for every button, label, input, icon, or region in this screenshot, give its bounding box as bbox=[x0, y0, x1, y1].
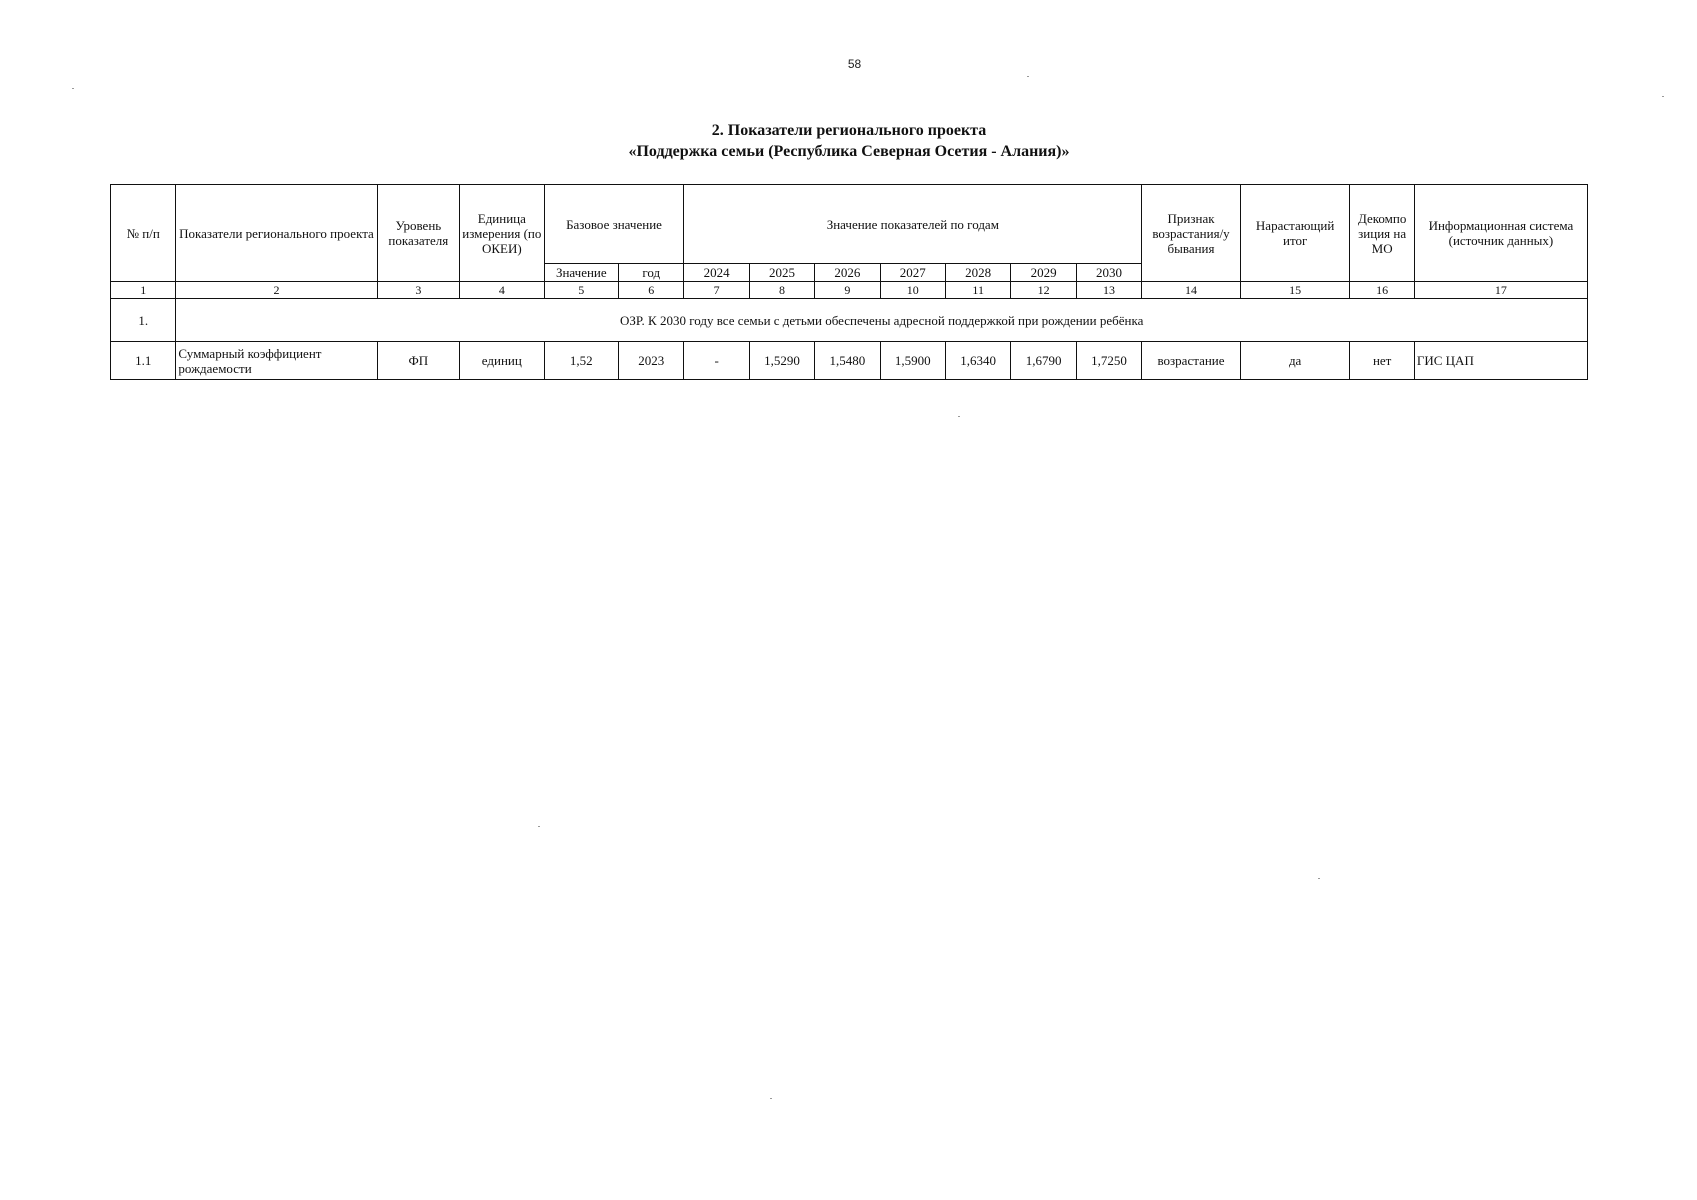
column-number: 17 bbox=[1414, 282, 1587, 299]
column-number: 7 bbox=[684, 282, 749, 299]
goal-row bbox=[111, 299, 1588, 342]
scan-speck bbox=[770, 1098, 772, 1099]
column-number: 2 bbox=[176, 282, 377, 299]
row-trend: возрастание bbox=[1142, 342, 1241, 380]
column-number: 13 bbox=[1076, 282, 1141, 299]
header-year: 2028 bbox=[945, 264, 1010, 282]
row-year-value: 1,5900 bbox=[880, 342, 945, 380]
row-level: ФП bbox=[377, 342, 459, 380]
header-info-system: Информационная система (источник данных) bbox=[1414, 185, 1587, 282]
header-year: 2024 bbox=[684, 264, 749, 282]
column-number-row bbox=[111, 282, 1588, 299]
row-info-system: ГИС ЦАП bbox=[1414, 342, 1587, 380]
document-title bbox=[110, 120, 1588, 162]
header-year: 2027 bbox=[880, 264, 945, 282]
column-number: 3 bbox=[377, 282, 459, 299]
row-number: 1.1 bbox=[111, 342, 176, 380]
row-cumulative: да bbox=[1240, 342, 1350, 380]
header-year: 2029 bbox=[1011, 264, 1076, 282]
goal-text: ОЗР. К 2030 году все семьи с детьми обеспечены адресной поддержкой при рождении ребёнка bbox=[176, 299, 1588, 342]
scan-speck bbox=[958, 416, 960, 417]
header-decomposition: Декомпо зиция на МО bbox=[1350, 185, 1414, 282]
column-number: 4 bbox=[460, 282, 545, 299]
header-base-value: Значение bbox=[544, 264, 618, 282]
column-number: 1 bbox=[111, 282, 176, 299]
row-indicator: Суммарный коэффициент рождаемости bbox=[176, 342, 377, 380]
column-number: 8 bbox=[749, 282, 814, 299]
header-level: Уровень показателя bbox=[377, 185, 459, 282]
header-cumulative: Нарастающий итог bbox=[1240, 185, 1350, 282]
indicators-table bbox=[110, 184, 1588, 380]
title-line-1: 2. Показатели регионального проекта bbox=[711, 122, 987, 139]
page-number: 58 bbox=[847, 57, 862, 71]
title-line-2: «Поддержка семьи (Республика Северная Осетия - Алания)» bbox=[628, 143, 1070, 160]
header-base-year: год bbox=[619, 264, 684, 282]
column-number: 9 bbox=[815, 282, 880, 299]
row-decomposition: нет bbox=[1350, 342, 1414, 380]
header-base: Базовое значение bbox=[544, 185, 684, 264]
table-row bbox=[111, 342, 1588, 380]
column-number: 10 bbox=[880, 282, 945, 299]
row-year-value: 1,6790 bbox=[1011, 342, 1076, 380]
row-year-value: - bbox=[684, 342, 749, 380]
scan-speck bbox=[538, 826, 540, 827]
header-unit: Единица измерения (по ОКЕИ) bbox=[460, 185, 545, 282]
goal-number: 1. bbox=[111, 299, 176, 342]
header-year: 2030 bbox=[1076, 264, 1141, 282]
row-unit: единиц bbox=[460, 342, 545, 380]
column-number: 12 bbox=[1011, 282, 1076, 299]
row-year-value: 1,6340 bbox=[945, 342, 1010, 380]
scan-speck bbox=[1318, 878, 1320, 879]
column-number: 16 bbox=[1350, 282, 1414, 299]
row-base-year: 2023 bbox=[619, 342, 684, 380]
header-trend: Признак возрастания/у бывания bbox=[1142, 185, 1241, 282]
scan-speck bbox=[1662, 96, 1664, 97]
header-year: 2026 bbox=[815, 264, 880, 282]
header-by-years: Значение показателей по годам bbox=[684, 185, 1142, 264]
column-number: 5 bbox=[544, 282, 618, 299]
column-number: 6 bbox=[619, 282, 684, 299]
column-number: 11 bbox=[945, 282, 1010, 299]
scan-speck bbox=[1027, 76, 1029, 77]
header-row-top bbox=[111, 185, 1588, 264]
scan-speck bbox=[72, 88, 74, 89]
header-no: № п/п bbox=[111, 185, 176, 282]
row-year-value: 1,7250 bbox=[1076, 342, 1141, 380]
header-year: 2025 bbox=[749, 264, 814, 282]
column-number: 14 bbox=[1142, 282, 1241, 299]
row-year-value: 1,5290 bbox=[749, 342, 814, 380]
column-number: 15 bbox=[1240, 282, 1350, 299]
header-indicator: Показатели регионального проекта bbox=[176, 185, 377, 282]
row-year-value: 1,5480 bbox=[815, 342, 880, 380]
row-base-value: 1,52 bbox=[544, 342, 618, 380]
